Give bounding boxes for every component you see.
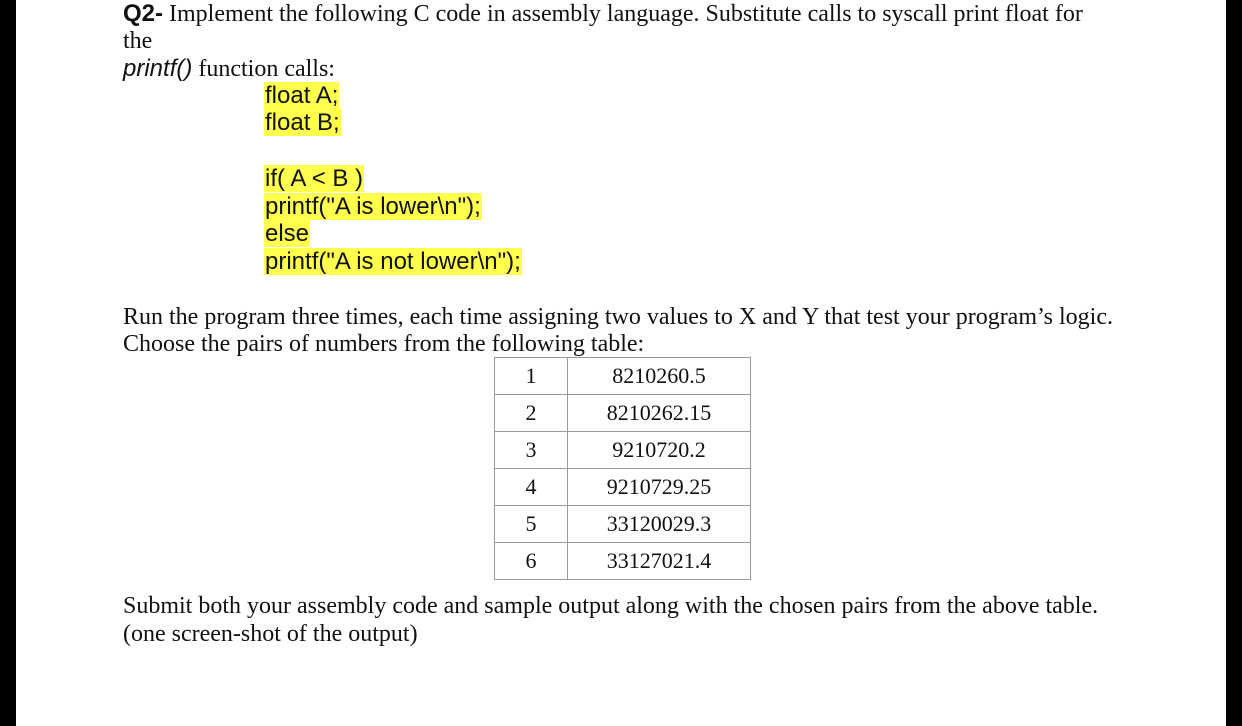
submit-line-1: Submit both your assembly code and sample output along with the chosen pairs from the above table.	[123, 593, 1099, 619]
printf-function-name: printf()	[123, 55, 193, 82]
row-value: 33120029.3	[568, 506, 751, 543]
row-value: 9210729.25	[568, 469, 751, 506]
table-row	[495, 469, 751, 506]
row-index: 1	[495, 358, 568, 395]
row-index: 2	[495, 395, 568, 432]
question-printf-line	[123, 55, 335, 83]
table-row	[495, 432, 751, 469]
submit-line-2: (one screen-shot of the output)	[123, 621, 418, 647]
code-line: printf("A is not lower\n");	[265, 248, 521, 275]
document-page	[16, 0, 1226, 726]
code-line: float B;	[265, 109, 340, 136]
question-intro: Implement the following C code in assembly language. Substitute calls to syscall print float for	[163, 1, 1083, 27]
table-row	[495, 543, 751, 580]
row-value: 33127021.4	[568, 543, 751, 580]
row-index: 3	[495, 432, 568, 469]
code-line: float A;	[265, 82, 339, 109]
printf-rest: function calls:	[192, 56, 335, 82]
row-index: 6	[495, 543, 568, 580]
row-index: 4	[495, 469, 568, 506]
instruction-line-1: Run the program three times, each time assigning two values to X and Y that test your program’s logic.	[123, 304, 1113, 330]
table-row	[495, 395, 751, 432]
instruction-line-2: Choose the pairs of numbers from the following table:	[123, 331, 645, 357]
question-label: Q2-	[123, 0, 164, 27]
row-index: 5	[495, 506, 568, 543]
table-row	[495, 506, 751, 543]
code-line: printf("A is lower\n");	[265, 193, 481, 220]
code-line: else	[265, 220, 310, 247]
code-line: if( A < B )	[265, 165, 364, 192]
row-value: 9210720.2	[568, 432, 751, 469]
question-intro-cont: the	[123, 28, 153, 54]
row-value: 8210262.15	[568, 395, 751, 432]
question-heading	[123, 0, 1083, 28]
table-row	[495, 358, 751, 395]
number-pairs-table	[494, 357, 751, 580]
row-value: 8210260.5	[568, 358, 751, 395]
